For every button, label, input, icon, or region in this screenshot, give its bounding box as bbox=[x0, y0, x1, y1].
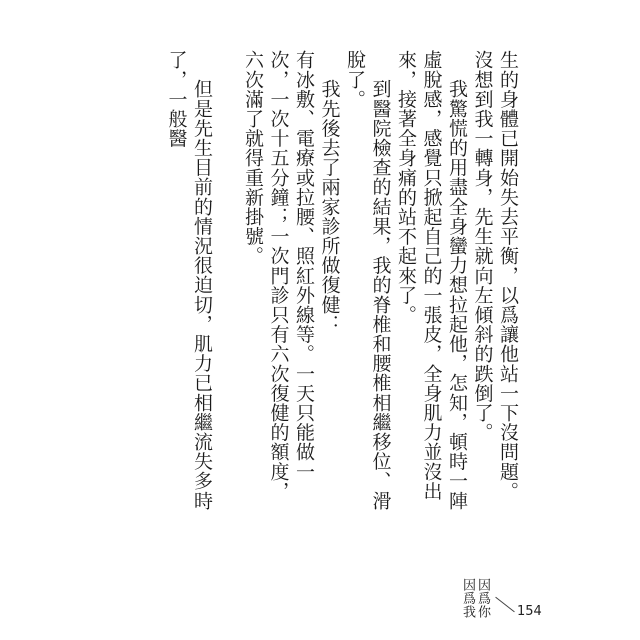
paragraph-4: 我先後去了兩家診所做復健： bbox=[318, 78, 341, 334]
running-title-line-1: 因爲你 bbox=[475, 578, 490, 619]
paragraph-5: 有冰敷、電療或拉腰、照紅外線等。一天只能做一次，一次十五分鐘；一次門診只有六次復健的額度，六次滿了就得重新掛號。 bbox=[242, 50, 315, 501]
body-text bbox=[163, 50, 520, 510]
folio-slash-rule bbox=[495, 597, 515, 613]
paragraph-6: 但是先生目前的情況很迫切，肌力已相繼流失多時了，一般醫 bbox=[165, 50, 213, 510]
column-gap bbox=[214, 50, 240, 510]
paragraph-3: 到醫院檢查的結果，我的脊椎和腰椎相繼移位、滑脫了。 bbox=[344, 50, 392, 510]
paragraph-2: 我驚慌的用盡全身蠻力想拉起他，怎知，頓時一陣虛脫感，感覺只掀起自己的一張皮，全身肌力並沒出來，接著全身痛的站不起來了。 bbox=[395, 50, 468, 510]
running-title bbox=[460, 578, 490, 619]
running-title-line-2: 因爲我 bbox=[460, 578, 475, 619]
paragraph-1: 生的身體已開始失去平衡，以爲讓他站一下沒問題。沒想到我一轉身，先生就向左傾斜的跌倒了。 bbox=[471, 50, 519, 501]
page-number: 154 bbox=[517, 604, 542, 619]
